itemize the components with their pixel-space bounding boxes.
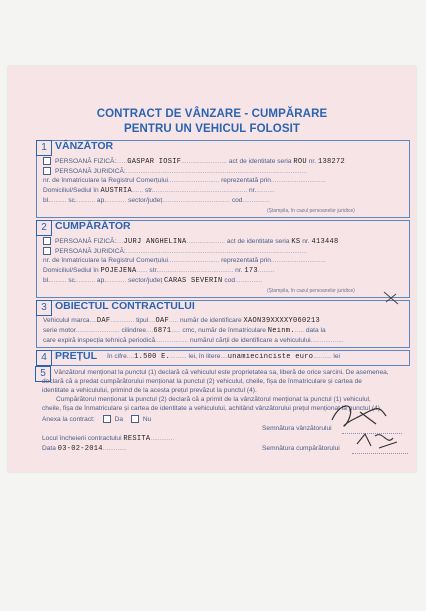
seller-section — [36, 140, 410, 218]
checkbox[interactable] — [43, 237, 51, 245]
price-digits: 1.500 E. — [134, 353, 171, 361]
seller-name: GASPAR IOSIF — [127, 157, 182, 166]
section-title: OBIECTUL CONTRACTULUI — [55, 300, 195, 312]
seller-id-number: 138272 — [317, 157, 345, 166]
buyer-juridic-row: PERSOANĂ JURIDICĂ:................................................................................................... — [43, 247, 405, 255]
buyer-name: JURJ ANGHELINA — [123, 237, 187, 246]
object-vehicle-row: Vehiculul marca....DAF............. tipul....OAF..... număr de identificare XAON39XXXXY060213 — [43, 317, 320, 325]
clause-line: Vânzătorul menționat la punctul (1) declară că vehiculul este proprietatea sa, liberă de orice sarcini. De asemenea, — [54, 369, 389, 376]
buyer-person-row: PERSOANĂ FIZICĂ:....JURJ ANGHELINA..................... act de identitate seria KS nr. 413448 — [43, 237, 405, 246]
checkbox[interactable] — [43, 167, 51, 175]
buyer-signature-label: Semnătura cumpărătorului — [262, 445, 340, 452]
section-title: CUMPĂRĂTOR — [55, 220, 131, 232]
clause-line: cheile, fișa de înmatriculare și cartea de identitate a vehiculului, achitând vânzătorului prețul menționat la punctul (4). — [42, 405, 382, 412]
buyer-address-row: bl.......... sc........... ap............ sector/județ CARAS SEVERIN cod............... — [43, 277, 263, 285]
vehicle-plate: Neinm. — [267, 327, 295, 335]
buyer-county: CARAS SEVERIN — [164, 277, 223, 285]
buyer-signature-drawing — [353, 428, 403, 452]
clause-line: identitate a vehiculului, primind de la acesta prețul prevăzut la punctul (4). — [42, 387, 257, 394]
buyer-registry-row: nr. de înmatriculare la Registrul Comerțului............................ reprezentată prin.............................. — [43, 257, 326, 264]
contract-form — [8, 66, 416, 472]
buyer-street-number: 173 — [244, 267, 258, 275]
section-number: 5 — [35, 366, 51, 382]
annex-no-checkbox[interactable] — [131, 415, 139, 423]
vehicle-cc: 6871 — [153, 327, 172, 335]
seller-domicile: AUSTRIA — [100, 187, 133, 195]
place-row: Locul încheierii contractului RESITA............. — [42, 435, 175, 443]
buyer-domicile: POJEJENA — [100, 267, 137, 275]
section-number: 4 — [36, 350, 52, 366]
seller-domicile-row: Domiciliul/Sediul în AUSTRIA...... str.................................................... nr........... — [43, 187, 275, 195]
price-row: în cifre....1.500 E.......... lei, în litere....unamiecinciste euro.......... lei — [107, 353, 340, 361]
stamp-note: (Ștampila, în cazul persoanelor juridice) — [267, 288, 355, 294]
buyer-id-series: KS — [291, 237, 301, 246]
vehicle-type: OAF — [155, 317, 170, 325]
clause-line: Cumpărătorul menționat la punctul (2) declară că a primit de la vânzătorul menționat la punctul (1) vehiculul, — [56, 396, 371, 403]
seller-registry-row: nr. de înmatriculare la Registrul Comerțului............................ reprezentată prin.............................. — [43, 177, 326, 184]
buyer-stamp-mark — [380, 288, 404, 308]
contract-date: 03-02-2014 — [57, 445, 103, 453]
object-section — [36, 300, 410, 348]
section-title: PREȚUL — [55, 350, 97, 362]
vehicle-vin: XAON39XXXXY060213 — [243, 317, 320, 325]
seller-juridic-row: PERSOANĂ JURIDICĂ:................................................................................................... — [43, 167, 405, 175]
seller-address-row: bl.......... sc........... ap............ sector/județ..................................... cod............... — [43, 197, 270, 204]
contract-title: CONTRACT DE VÂNZARE - CUMPĂRARE — [96, 108, 328, 120]
seller-person-row: PERSOANĂ FIZICĂ:......GASPAR IOSIF......................... act de identitate seria ROU nr. 138272 — [43, 157, 405, 166]
seller-signature-label: Semnătura vânzătorului — [262, 425, 332, 432]
section-number: 1 — [36, 140, 52, 156]
object-inspection-row: care expiră inspecția tehnică periodică.................. numărul cărții de identificare a vehiculului.................. — [43, 337, 344, 344]
checkbox[interactable] — [43, 247, 51, 255]
section-number: 3 — [36, 300, 52, 316]
price-words: unamiecinciste euro — [227, 353, 314, 361]
price-section — [36, 350, 410, 366]
contract-place: RESITA — [123, 435, 151, 443]
checkbox[interactable] — [43, 157, 51, 165]
date-row: Data 03-02-2014............. — [42, 445, 127, 453]
buyer-signature-line — [352, 453, 408, 454]
buyer-section — [36, 220, 410, 298]
annex-yes-checkbox[interactable] — [103, 415, 111, 423]
clause-line: declară că a predat cumpărătorului menționat la punctul (2) vehiculul, cheile, fișa de înmatriculare și cartea de — [42, 378, 362, 385]
stamp-note: (Ștampila, în cazul persoanelor juridice) — [267, 208, 355, 214]
annex-row: Anexa la contract: Da Nu — [42, 415, 152, 423]
section-number: 2 — [36, 220, 52, 236]
contract-subtitle: PENTRU UN VEHICUL FOLOSIT — [123, 123, 301, 135]
buyer-domicile-row: Domiciliul/Sediul în POJEJENA...... str.......................................... nr. 173......... — [43, 267, 275, 275]
section-title: VÂNZĂTOR — [55, 140, 114, 152]
buyer-id-number: 413448 — [311, 237, 339, 246]
object-engine-row: serie motor........................ cilindree....6871..... cmc, număr de înmatriculare Neinm...... data la — [43, 327, 326, 335]
seller-id-series: ROU — [293, 157, 307, 166]
vehicle-brand: DAF — [96, 317, 111, 325]
